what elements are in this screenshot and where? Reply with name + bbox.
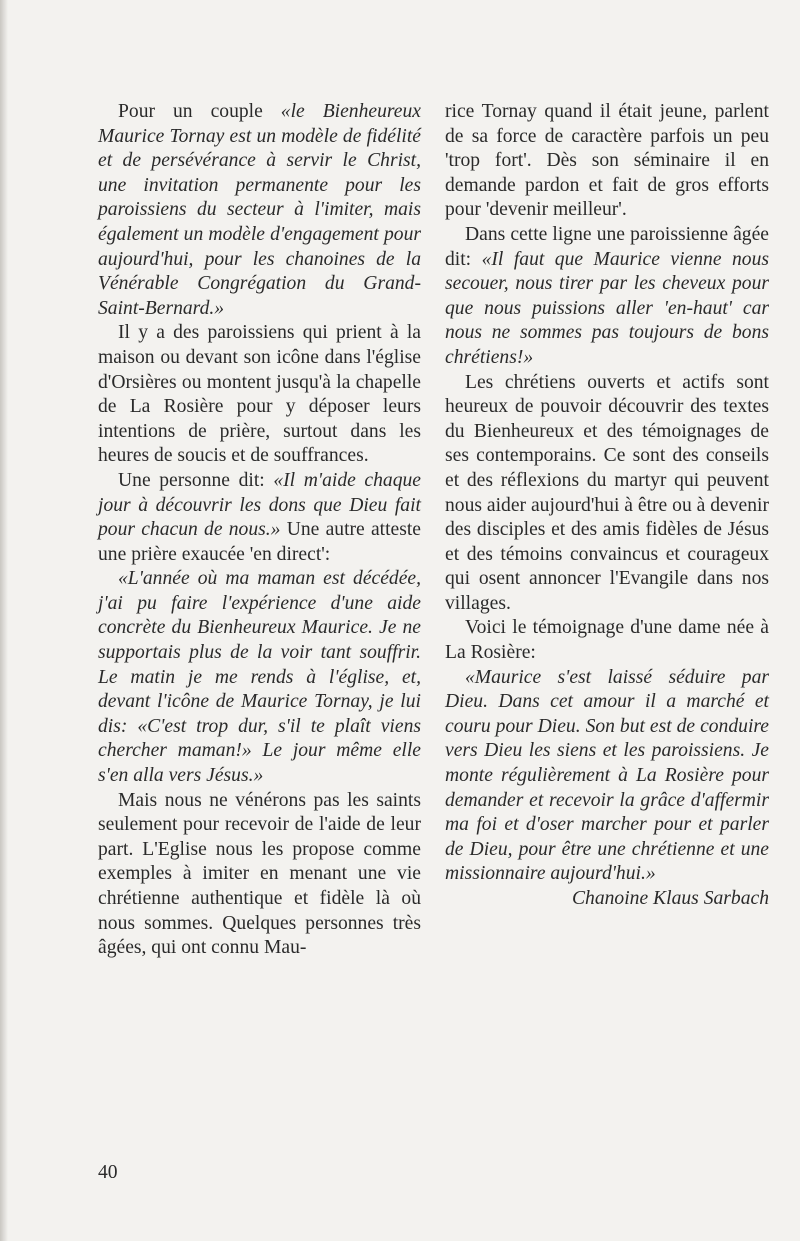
author-signature: Chanoine Klaus Sarbach [571,888,769,909]
right-column [445,100,769,912]
page-number: 40 [98,1162,118,1183]
quote-text: «Il faut que Maurice vienne nous secouer, nous tirer par les cheveux pour que nous puissions aller 'en-haut' car nous ne sommes pas toujours de bons chrétiens!» [445,248,769,368]
paragraph-text: Dans cette ligne une paroissienne âgée dit: [445,223,769,270]
paragraph-elderly-parishioner [445,223,769,371]
paragraph-text: Une autre atteste une prière exaucée 'en direct': [98,519,422,565]
quote-text: «Il m'aide chaque jour à découvrir les dons que Dieu fait pour chacun de nous.» [98,469,422,541]
paragraph-veneration: Mais nous ne vénérons pas les saints seulement pour recevoir de l'aide de leur part. L'Eglise nous les propose comme exemples à imiter en menant une vie chrétienne authentique et fidèle là où nous sommes. Quelques personnes très âgées, qui ont connu Mau- [98,789,421,959]
quote-text: «le Bienheureux Maurice Tornay est un modèle de fidélité et de persévérance à servir le Christ, une invitation permanente pour les paroissiens du secteur à l'imiter, mais également un modèle d'engagement pour aujourd'hui, pour les chanoines de la Vénérable Congrégation du Grand-Saint-Bernard.» [98,101,421,319]
paragraph-mother-testimony [98,567,421,788]
left-column [98,100,421,961]
page-edge-shadow [0,0,8,1241]
quote-text: «L'année où ma maman est décédée, j'ai pu faire l'expérience d'une aide concrète du Bienheureux Maurice. Je ne supportais plus de la voir tant souffrir. Le matin je me rends à l'église, et, devant l'icône de Maurice Tornay, je lui dis: «C'est trop dur, s'il te plaît viens chercher maman!» Le jour même elle s'en alla vers Jésus.» [98,568,421,787]
paragraph-person-testimony [98,469,421,567]
paragraph-text: Pour un couple [118,101,281,122]
paragraph-couple-testimony [98,100,421,321]
paragraph-continuation: rice Tornay quand il était jeune, parlent de sa force de caractère parfois un peu 'trop fort'. Dès son séminaire il en demande pardon et fait de gros efforts pour 'devenir meilleur'. [445,101,769,221]
paragraph-lady-testimony [445,666,769,887]
paragraph-lady-intro: Voici le témoignage d'une dame née à La Rosière: [445,617,769,664]
paragraph-parishioners-prayer: Il y a des paroissiens qui prient à la maison ou devant son icône dans l'église d'Orsières ou montent jusqu'à la chapelle de La Rosière pour y déposer leurs intentions de prière, surtout dans les heures de soucis et de souffrances. [98,322,421,467]
paragraph-text: Une personne dit: [118,469,274,491]
quote-text: «Maurice s'est laissé séduire par Dieu. Dans cet amour il a marché et couru pour Dieu. Son but est de conduire vers Dieu les siens et les paroissiens. Je monte régulièrement à La Rosière pour demander et recevoir la grâce d'affermir ma foi et d'oser marcher pour et parler de Dieu, pour être une chrétienne et une missionnaire aujourd'hui.» [445,666,769,885]
paragraph-active-christians: Les chrétiens ouverts et actifs sont heureux de pouvoir découvrir des textes du Bienheureux et des témoignages de ses contemporains. Ce sont des conseils et des réflexions du martyr qui peuvent nous aider aujourd'hui à être ou à devenir des disciples et des amis fidèles de Jésus et des témoins convaincus et courageux qui osent annoncer l'Evangile dans nos villages. [445,371,769,614]
